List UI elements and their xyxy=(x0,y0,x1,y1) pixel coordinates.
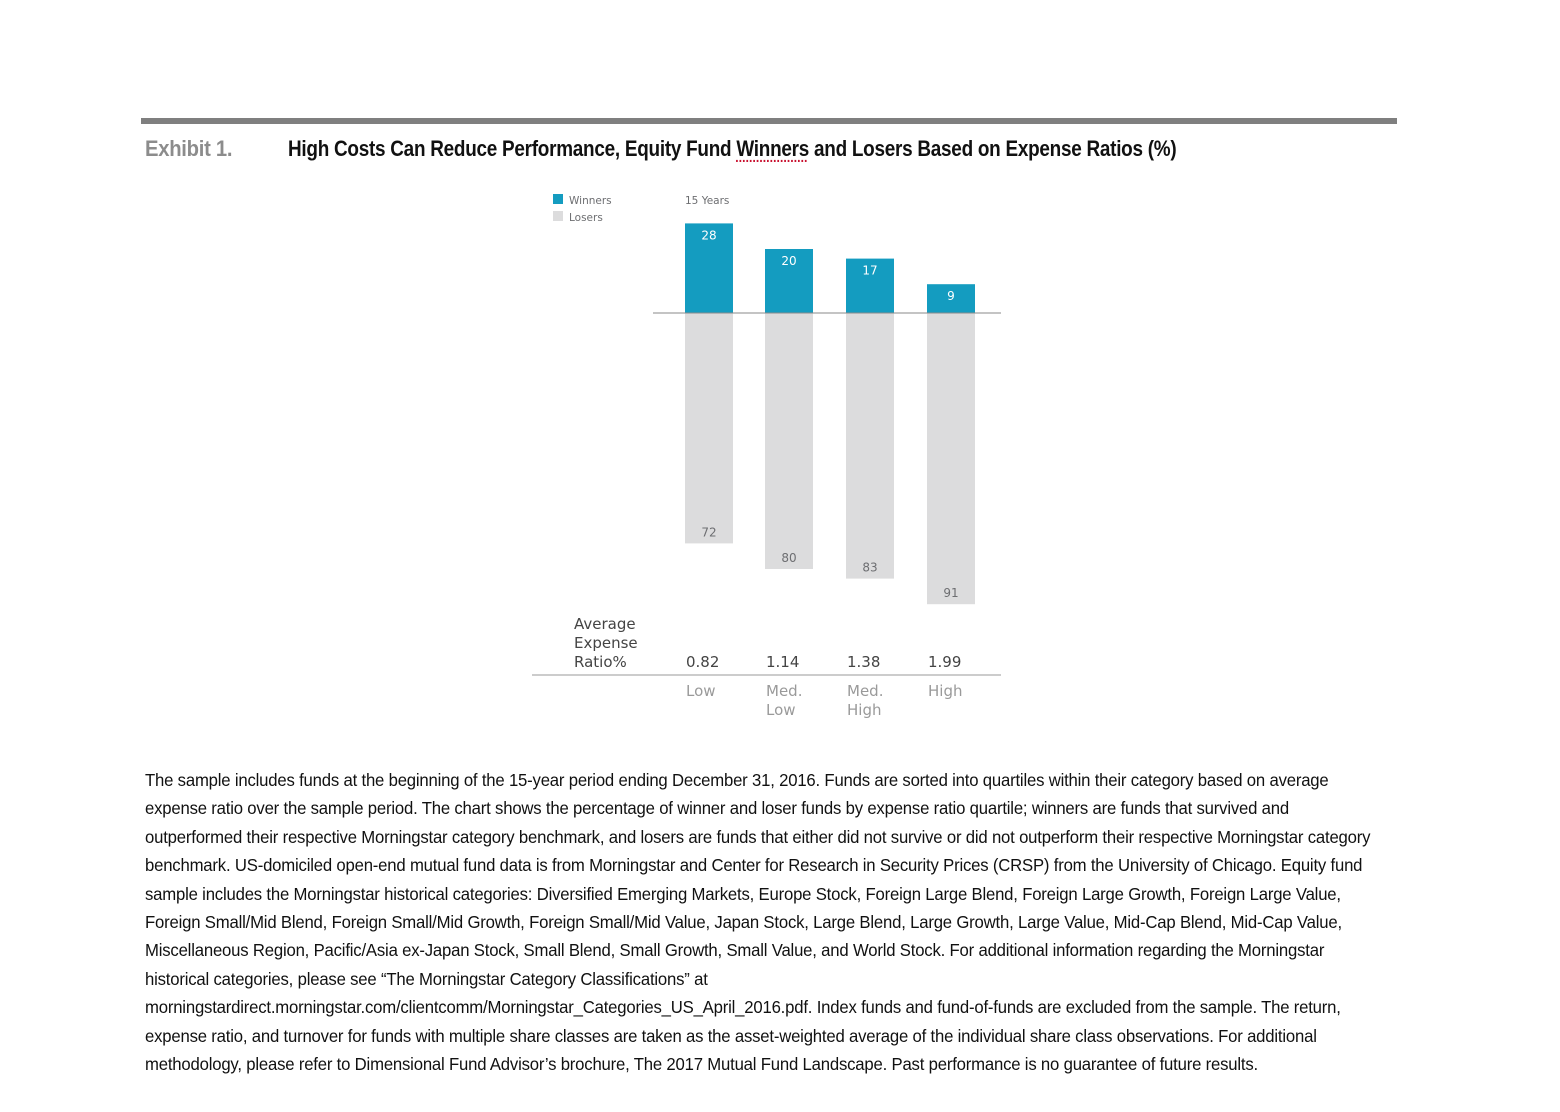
losers-bar xyxy=(846,313,894,579)
winners-value-label: 20 xyxy=(781,254,797,268)
legend-label-losers: Losers xyxy=(569,212,603,224)
losers-value-label: 83 xyxy=(862,560,878,575)
expense-ratio-row-label: Expense xyxy=(574,634,638,652)
losers-bar xyxy=(927,313,975,604)
winners-value-label: 17 xyxy=(862,263,878,278)
chart-subtitle: 15 Years xyxy=(685,195,730,207)
expense-ratio-row-label: Average xyxy=(574,615,636,633)
expense-ratio-value: 1.38 xyxy=(847,653,881,671)
category-tick-label: Med. xyxy=(847,682,884,700)
exhibit-label: Exhibit 1. xyxy=(145,136,233,161)
expense-ratio-value: 1.14 xyxy=(766,653,800,671)
losers-value-label: 72 xyxy=(701,525,717,540)
title-flagged-word: Winners xyxy=(736,136,810,161)
legend-swatch-winners xyxy=(553,194,563,204)
losers-value-label: 91 xyxy=(943,586,959,601)
losers-bar xyxy=(685,313,733,543)
expense-ratio-value: 1.99 xyxy=(928,653,962,671)
expense-ratio-value: 0.82 xyxy=(686,653,720,671)
winners-value-label: 9 xyxy=(947,289,955,304)
legend-swatch-losers xyxy=(553,211,563,221)
expense-ratio-row-label: Ratio% xyxy=(574,653,627,671)
title-part-1: High Costs Can Reduce Performance, Equity Fund xyxy=(288,136,737,161)
category-tick-label: Med. xyxy=(766,682,803,700)
winners-value-label: 28 xyxy=(701,228,717,243)
title-part-2: and Losers Based on Expense Ratios (%) xyxy=(809,136,1177,161)
category-tick-label: High xyxy=(928,682,963,700)
losers-value-label: 80 xyxy=(781,551,797,565)
legend-label-winners: Winners xyxy=(569,195,612,207)
category-tick-label: Low xyxy=(686,682,716,700)
category-tick-label: High xyxy=(847,701,882,719)
methodology-note: The sample includes funds at the beginning of the 15-year period ending December 31, 2016. Funds are sorted into quartiles within their category based on average expense ratio over the sample period. The chart shows the percentage of winner and loser funds by expense ratio quartile; winners are funds that survived and outperformed their respective Morningstar category benchmark, and losers are funds that either did not survive or did not outperform their respective Morningstar category benchmark. US-domiciled open-end mutual fund data is from Morningstar and Center for Research in Security Prices (CRSP) from the University of Chicago. Equity fund sample includes the Morningstar historical categories: Diversified Emerging Markets, Europe Stock, Foreign Large Blend, Foreign Large Growth, Foreign Large Value, Foreign Small/Mid Blend, Foreign Small/Mid Growth, Foreign Small/Mid Value, Japan Stock, Large Blend, Large Growth, Large Value, Mid-Cap Blend, Mid-Cap Value, Miscellaneous Region, Pacific/Asia ex-Japan Stock, Small Blend, Small Growth, Small Value, and World Stock. For additional information regarding the Morningstar historical categories, please see “The Morningstar Category Classifications” at morningstardirect.morningstar.com/clientcomm/Morningstar_Categories_US_April_2016.pdf. Index funds and fund-of-funds are excluded from the sample. The return, expense ratio, and turnover for funds with multiple share classes are taken as the asset-weighted average of the individual share class observations. For additional methodology, please refer to Dimensional Fund Advisor’s brochure, The 2017 Mutual Fund Landscape. Past performance is no guarantee of future results. xyxy=(145,770,1371,1075)
losers-bar xyxy=(765,313,813,569)
category-tick-label: Low xyxy=(766,701,796,719)
